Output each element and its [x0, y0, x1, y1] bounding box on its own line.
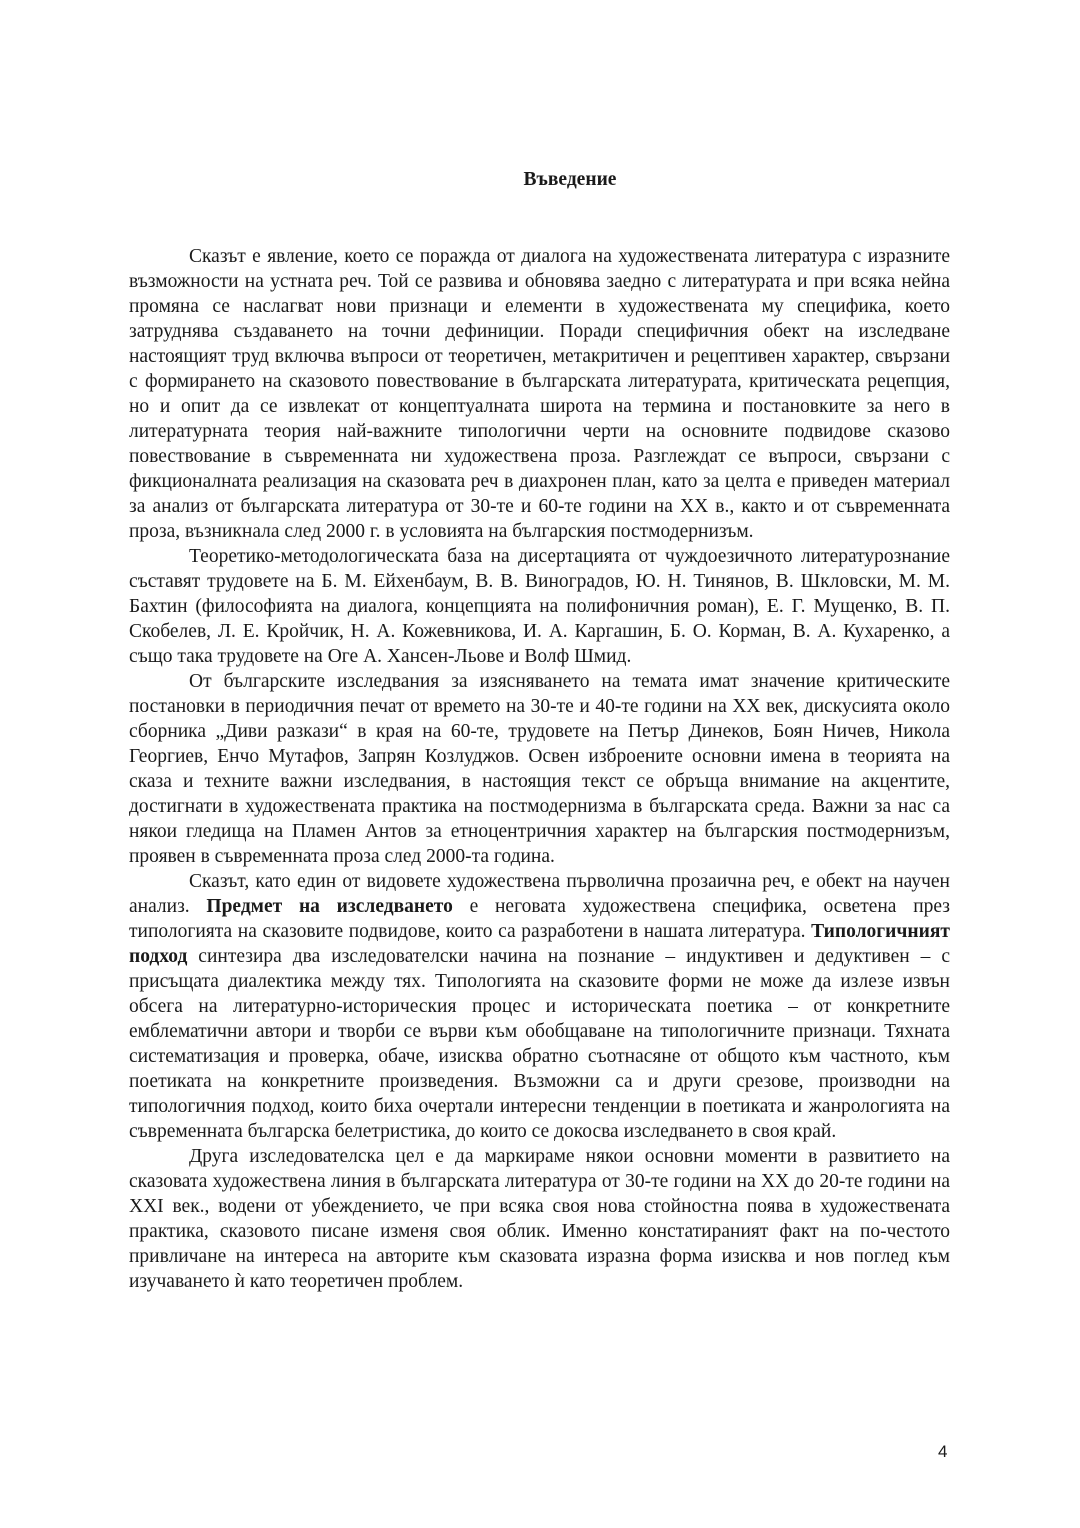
- page-number: 4: [938, 1442, 948, 1461]
- bold-term-subject: Предмет на изследването: [206, 896, 453, 917]
- paragraph-4-text-c: е неговата художествена специфика, осветена през типологията на сказовите подвидове, които са разработени в нашата литература.: [129, 896, 950, 942]
- bold-term-approach: Типологичният подход: [129, 921, 950, 967]
- paragraph-1: Сказът е явление, което се поражда от диалога на художествената литература с изразните възможности на устната реч. Той се развива и обновява заедно с литературата и при всяка нейна промяна се наслагват нови признаци и елементи в художествената му специфика, което затруднява създаването на точни дефиниции. Поради специфичния обект на изследване настоящият труд включва въпроси от теоретичен, метакритичен и рецептивен характер, свързани с формирането на сказовото повествование в българската литературата, критическата рецепция, но и опит да се извлекат от концептуалната широта на термина и постановките за него в литературната теория най-важните типологични черти на основните подвидове сказово повествование в съвременната ни художествена проза. Разглеждат се въпроси, свързани с фикционалната реализация на сказовата реч в диахронен план, като за целта е приведен материал за анализ от българската литература от 30-те и 60-те години на XX в., както и от съвременната проза, възникнала след 2000 г. в условията на българския постмодернизъм.: [129, 246, 950, 542]
- paragraph-3: От българските изследвания за изясняването на темата имат значение критическите постановки в периодичния печат от времето на 30-те и 40-те години на XX век, дискусията около сборника „Диви разкази“ в края на 60-те, трудовете на Петър Динеков, Боян Ничев, Никола Георгиев, Енчо Мутафов, Запрян Козлуджов. Освен изброените основни имена в теорията на сказа и техните важни изследвания, в настоящия текст се обръща внимание на акцентите, достигнати в художествената практика на постмодернизма в българската среда. Важни за нас са някои гледища на Пламен Антов за етноцентричния характер на българския постмодернизъм, проявен в съвременната проза след 2000-та година.: [129, 671, 950, 867]
- paragraph-5: Друга изследователска цел е да маркираме някои основни моменти в развитието на сказовата художествена линия в българската литература от 30-те години на XX до 20-те години на XXI век., водени от убеждението, че при всяка своя нова стойностна поява в художествената практика, сказовото писане изменя своя облик. Именно констатираният факт на по-честото привличане на интереса на авторите към сказовата изразна форма изисква и нов поглед към изучаването ѝ като теоретичен проблем.: [129, 1146, 950, 1292]
- body-text: [129, 244, 950, 1294]
- page-title: Въведение: [523, 169, 617, 190]
- paragraph-4: [129, 869, 950, 1144]
- paragraph-2: Теоретико-методологическата база на дисертацията от чуждоезичното литературознание съставят трудовете на Б. М. Ейхенбаум, В. В. Виноградов, Ю. Н. Тинянов, В. Шкловски, М. М. Бахтин (философията на диалога, концепцията на полифоничния роман), Е. Г. Мущенко, В. П. Скобелев, Л. Е. Кройчик, Н. А. Кожевникова, И. А. Каргашин, Б. О. Корман, В. А. Кухаренко, а също така трудовете на Оге А. Хансен-Льове и Волф Шмид.: [129, 546, 950, 667]
- paragraph-4-text-d: синтезира два изследователски начина на познание – индуктивен и дедуктивен – с присъщата диалектика между тях. Типологията на сказовите форми не може да излезе извън обсега на литературно-историческия процес и историческата поетика – от конкретните емблематични автори и творби се върви към обобщаване на типологичните признаци. Тяхната систематизация и проверка, обаче, изисква обратно съотнасяне от общото към частното, към поетиката на конкретните произведения. Възможни са и други срезове, производни на типологичния подход, които биха очертали интересни тенденции в поетиката и жанрологията на съвременната българска белетристика, до които се докосва изследването в своя край.: [129, 946, 950, 1142]
- paragraph-4-text-a: Сказът, като един от видовете художествена първолична прозаична реч, е обект на научен анализ.: [129, 871, 950, 917]
